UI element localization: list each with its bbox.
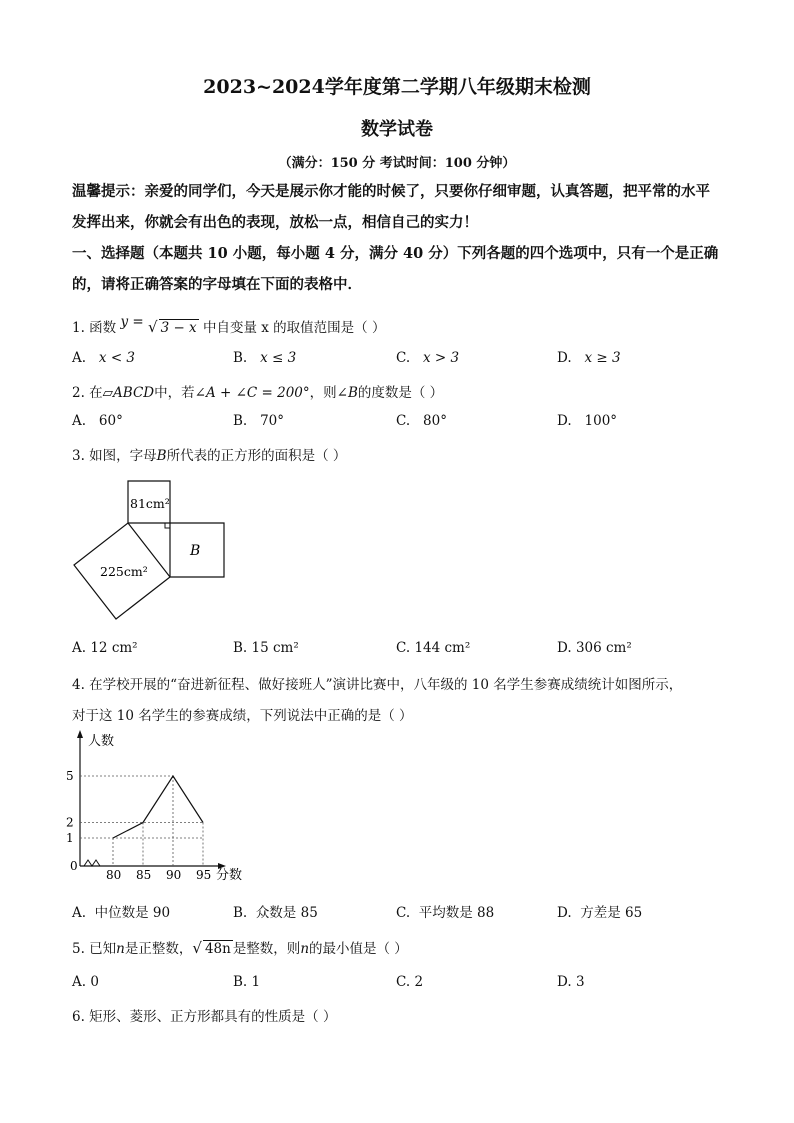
question-2: 2. 在▱ABCD中，若∠A + ∠C = 200°，则∠B的度数是（ ） xyxy=(72,385,444,401)
sqrt-icon: √ xyxy=(192,939,202,957)
x-tick-label: 95 xyxy=(196,868,212,882)
q5-option-a: A. 0 xyxy=(72,974,99,990)
small-square-label: 81cm² xyxy=(130,496,170,511)
q1-option-a: A. x < 3 xyxy=(72,350,136,366)
y-tick-label: 1 xyxy=(66,831,74,845)
y-tick-label: 2 xyxy=(66,815,74,830)
q1-radicand: 3 − x xyxy=(160,320,197,336)
square-b-label: B xyxy=(190,543,201,559)
sqrt-icon: √ xyxy=(148,318,158,336)
y-axis-label: 人数 xyxy=(88,734,115,749)
series-line xyxy=(113,776,203,838)
q5-option-d: D. 3 xyxy=(557,974,585,990)
q4-option-b: B. 众数是 85 xyxy=(233,905,318,921)
q4-option-a: A. 中位数是 90 xyxy=(72,905,171,921)
origin-label: 0 xyxy=(70,859,78,873)
q2-option-b: B. 70° xyxy=(233,413,285,429)
q1-rest: 中自变量 x 的取值范围是（ ） xyxy=(202,320,386,336)
q3-option-a: A. 12 cm² xyxy=(72,640,138,656)
question-3: 3. 如图，字母B所代表的正方形的面积是（ ） xyxy=(72,448,347,464)
q1-option-c: C. x > 3 xyxy=(396,350,460,366)
section-heading: 一、选择题（本题共 10 小题，每小题 4 分，满分 40 分）下列各题的四个选项中，只有一个是正确的，请将正确答案的字母填在下面的表格中． xyxy=(72,245,719,293)
y-tick-label: 5 xyxy=(66,769,74,783)
axis-break-icon xyxy=(84,860,100,866)
q1-y-eq: y = xyxy=(120,314,144,330)
q1-prefix: 1. 函数 xyxy=(72,320,117,336)
q3-option-c: C. 144 cm² xyxy=(396,640,471,656)
parallelogram-label: ▱ABCD xyxy=(102,385,155,401)
question-5: 5. 已知n是正整数，√ 48n 是整数，则n的最小值是（ ） xyxy=(72,939,408,957)
q2-option-c: C. 80° xyxy=(396,413,447,429)
q2-condition: ∠A + ∠C = 200° xyxy=(194,385,310,401)
q3-option-b: B. 15 cm² xyxy=(233,640,299,656)
q1-option-d: D. x ≥ 3 xyxy=(557,350,621,366)
question-1 xyxy=(72,316,385,336)
q5-option-c: C. 2 xyxy=(396,974,424,990)
right-angle-marker xyxy=(165,523,170,528)
q2-option-d: D. 100° xyxy=(557,413,618,429)
q5-option-b: B. 1 xyxy=(233,974,261,990)
q5-radicand: 48n xyxy=(204,941,231,957)
pythagoras-squares-figure xyxy=(70,476,240,621)
question-4-line-1: 4. 在学校开展的“奋进新征程、做好接班人”演讲比赛中，八年级的 10 名学生参赛成绩统计如图所示， xyxy=(72,677,683,693)
exam-title: 2023~2024学年度第二学期八年级期末检测 xyxy=(203,76,591,98)
q2-option-a: A. 60° xyxy=(72,413,123,429)
x-tick-label: 80 xyxy=(106,868,122,882)
q3-option-d: D. 306 cm² xyxy=(557,640,632,656)
x-tick-label: 85 xyxy=(136,868,152,882)
exam-info: （满分：150 分 考试时间：100 分钟） xyxy=(278,156,516,171)
score-line-chart xyxy=(60,728,260,888)
q4-option-c: C. 平均数是 88 xyxy=(396,905,495,921)
tips-paragraph: 温馨提示：亲爱的同学们，今天是展示你才能的时候了，只要你仔细审题，认真答题，把平常的水平发挥出来，你就会有出色的表现，放松一点，相信自己的实力！ xyxy=(72,183,710,231)
q4-option-d: D. 方差是 65 xyxy=(557,905,643,921)
q1-option-b: B. x ≤ 3 xyxy=(233,350,297,366)
x-tick-label: 90 xyxy=(166,868,182,882)
question-6: 6. 矩形、菱形、正方形都具有的性质是（ ） xyxy=(72,1009,337,1025)
exam-subtitle: 数学试卷 xyxy=(361,119,433,140)
x-axis-label: 分数 xyxy=(216,868,243,883)
question-4-line-2: 对于这 10 名学生的参赛成绩，下列说法中正确的是（ ） xyxy=(72,708,413,724)
large-square-label: 225cm² xyxy=(100,564,148,579)
y-axis-arrow-icon xyxy=(77,730,83,738)
